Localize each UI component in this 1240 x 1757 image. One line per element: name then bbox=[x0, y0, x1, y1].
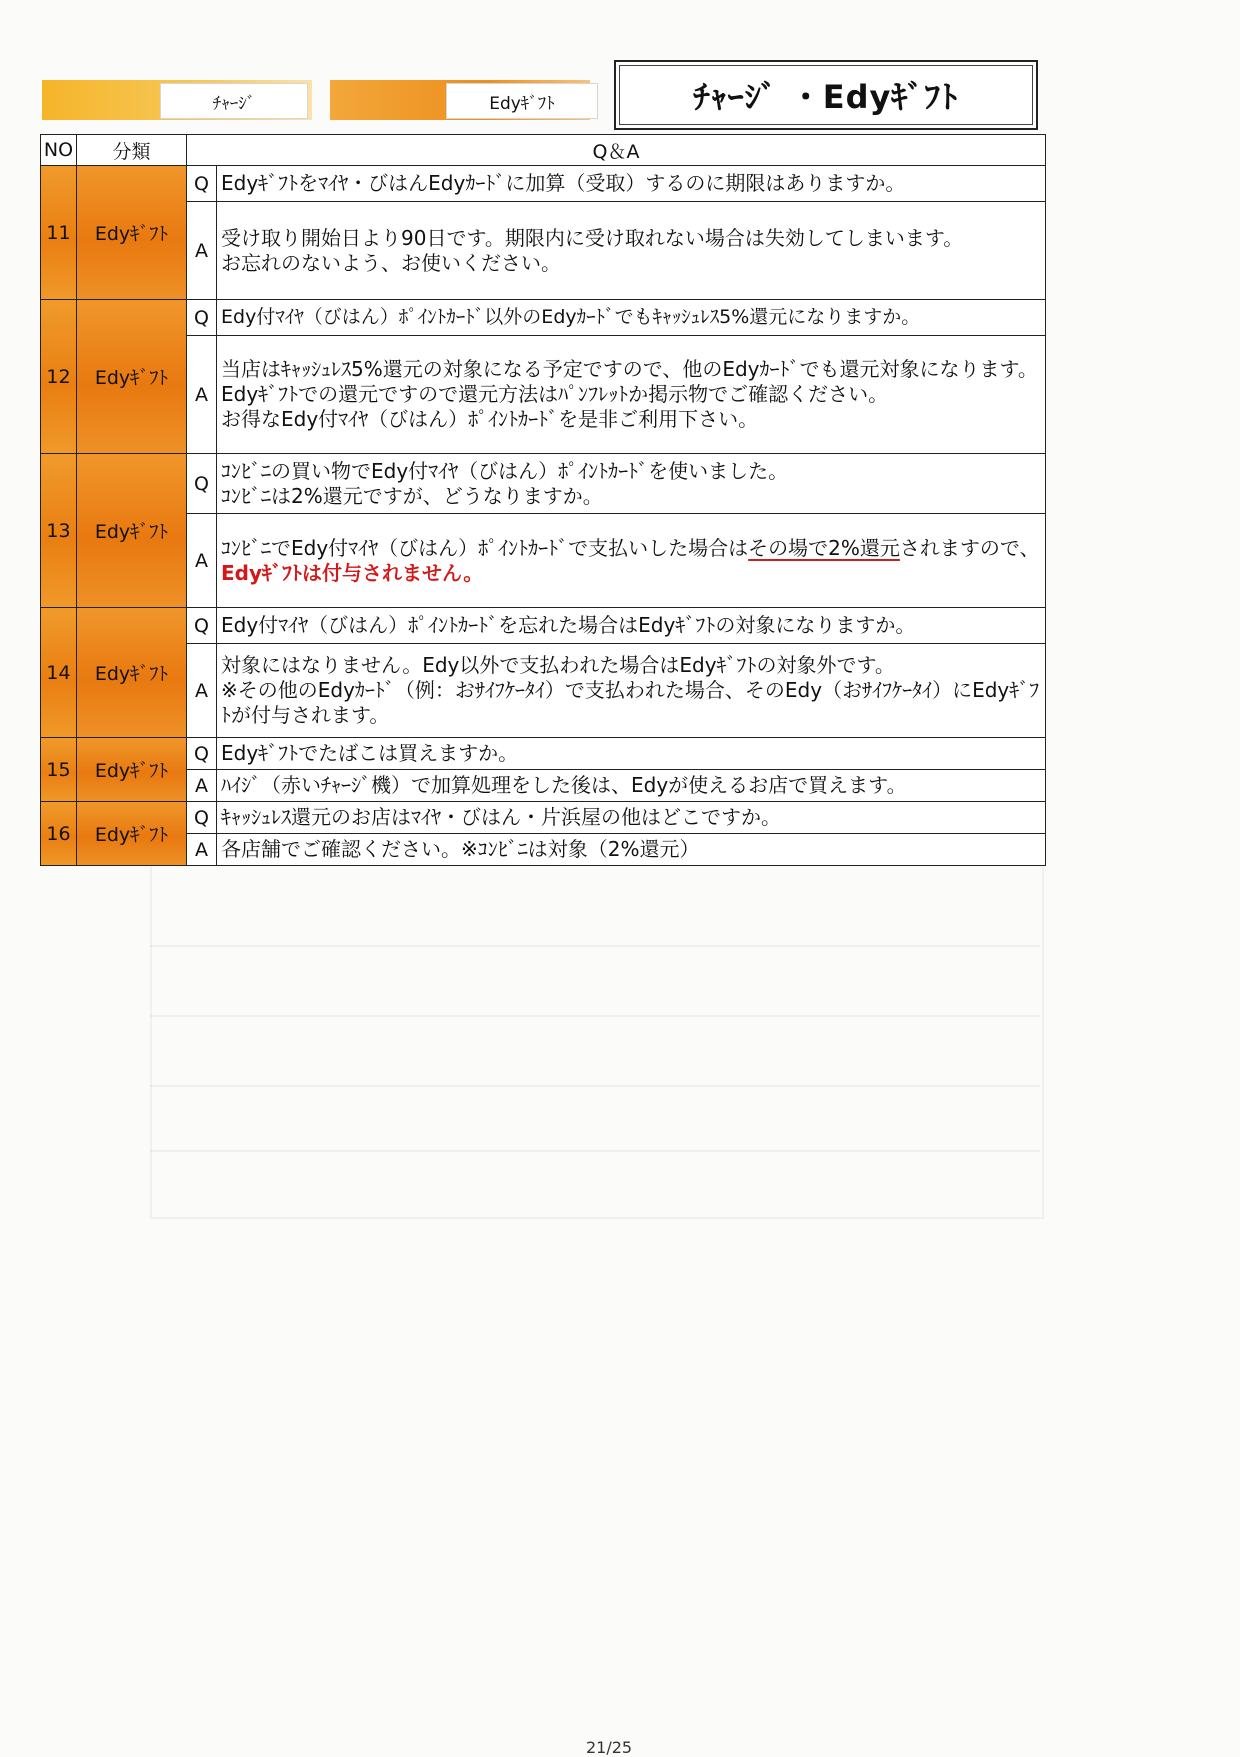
q-mark: Q bbox=[187, 300, 217, 336]
header-no: NO bbox=[41, 135, 77, 166]
row-number: 13 bbox=[41, 454, 77, 608]
table-row bbox=[41, 336, 1046, 454]
q-mark: Q bbox=[187, 166, 217, 202]
answer-text: 対象にはなりません。Edy以外で支払われた場合はEdyｷﾞﾌﾄの対象外です。 ※その他のEdyｶｰﾄﾞ（例：おｻｲﾌｹｰﾀｲ）で支払われた場合、そのEdy（おｻｲﾌｹｰﾀｲ）にEdyｷﾞﾌﾄが付与されます。 bbox=[217, 644, 1046, 738]
answer-text: 当店はｷｬｯｼｭﾚｽ5%還元の対象になる予定ですので、他のEdyｶｰﾄﾞでも還元対象になります。 Edyｷﾞﾌﾄでの還元ですので還元方法はﾊﾟﾝﾌﾚｯﾄか掲示物でご確認ください。 お得なEdy付ﾏｲﾔ（びはん）ﾎﾟｲﾝﾄｶｰﾄﾞを是非ご利用下さい。 bbox=[217, 336, 1046, 454]
table-row bbox=[41, 454, 1046, 514]
table-row bbox=[41, 300, 1046, 336]
question-text: ｷｬｯｼｭﾚｽ還元のお店はﾏｲﾔ・びはん・片浜屋の他はどこですか。 bbox=[217, 802, 1046, 834]
table-row bbox=[41, 514, 1046, 608]
row-category: Edyｷﾞﾌﾄ bbox=[77, 454, 187, 608]
question-text: ｺﾝﾋﾞﾆの買い物でEdy付ﾏｲﾔ（びはん）ﾎﾟｲﾝﾄｶｰﾄﾞを使いました。 ｺﾝﾋﾞﾆは2%還元ですが、どうなりますか。 bbox=[217, 454, 1046, 514]
question-text: Edy付ﾏｲﾔ（びはん）ﾎﾟｲﾝﾄｶｰﾄﾞを忘れた場合はEdyｷﾞﾌﾄの対象になりますか。 bbox=[217, 608, 1046, 644]
bleed-through-line bbox=[150, 945, 1040, 947]
a-mark: A bbox=[187, 834, 217, 866]
page-number: 21/25 bbox=[586, 1738, 633, 1757]
table-row bbox=[41, 770, 1046, 802]
row-number: 15 bbox=[41, 738, 77, 802]
a-mark: A bbox=[187, 202, 217, 300]
answer-warning-text: Edyｷﾞﾌﾄは付与されません。 bbox=[221, 560, 484, 585]
tab-charge[interactable]: ﾁｬｰｼﾞ bbox=[160, 83, 308, 119]
bleed-through-line bbox=[150, 1085, 1040, 1087]
q-mark: Q bbox=[187, 802, 217, 834]
header-category: 分類 bbox=[77, 135, 187, 166]
row-number: 14 bbox=[41, 608, 77, 738]
row-category: Edyｷﾞﾌﾄ bbox=[77, 738, 187, 802]
table-row bbox=[41, 834, 1046, 866]
answer-text bbox=[217, 514, 1046, 608]
bleed-through-shape bbox=[150, 845, 1044, 1219]
a-mark: A bbox=[187, 770, 217, 802]
row-number: 16 bbox=[41, 802, 77, 866]
answer-underlined-text: その場で2%還元 bbox=[748, 535, 900, 560]
table-row bbox=[41, 738, 1046, 770]
answer-text-part: ｺﾝﾋﾞﾆでEdy付ﾏｲﾔ（びはん）ﾎﾟｲﾝﾄｶｰﾄﾞで支払いした場合は bbox=[221, 535, 749, 560]
answer-text-part: されますので、 bbox=[899, 535, 1040, 560]
table-header-row bbox=[41, 135, 1046, 166]
row-category: Edyｷﾞﾌﾄ bbox=[77, 608, 187, 738]
table-row bbox=[41, 166, 1046, 202]
row-category: Edyｷﾞﾌﾄ bbox=[77, 300, 187, 454]
qa-table bbox=[40, 134, 1046, 866]
table-row bbox=[41, 202, 1046, 300]
a-mark: A bbox=[187, 514, 217, 608]
page-title: ﾁｬｰｼﾞ ・Edyｷﾞﾌﾄ bbox=[614, 60, 1038, 130]
answer-text: 受け取り開始日より90日です。期限内に受け取れない場合は失効してしまいます。 お忘れのないよう、お使いください。 bbox=[217, 202, 1046, 300]
q-mark: Q bbox=[187, 454, 217, 514]
a-mark: A bbox=[187, 336, 217, 454]
q-mark: Q bbox=[187, 608, 217, 644]
answer-text: 各店舗でご確認ください。※ｺﾝﾋﾞﾆは対象（2%還元） bbox=[217, 834, 1046, 866]
table-row bbox=[41, 644, 1046, 738]
table-row bbox=[41, 802, 1046, 834]
row-category: Edyｷﾞﾌﾄ bbox=[77, 166, 187, 300]
question-text: Edyｷﾞﾌﾄをﾏｲﾔ・びはんEdyｶｰﾄﾞに加算（受取）するのに期限はありますか。 bbox=[217, 166, 1046, 202]
answer-text: ﾊｲｼﾞ（赤いﾁｬｰｼﾞ機）で加算処理をした後は、Edyが使えるお店で買えます。 bbox=[217, 770, 1046, 802]
bleed-through-line bbox=[150, 1015, 1040, 1017]
row-number: 12 bbox=[41, 300, 77, 454]
question-text: Edy付ﾏｲﾔ（びはん）ﾎﾟｲﾝﾄｶｰﾄﾞ以外のEdyｶｰﾄﾞでもｷｬｯｼｭﾚｽ5%還元になりますか。 bbox=[217, 300, 1046, 336]
a-mark: A bbox=[187, 644, 217, 738]
row-category: Edyｷﾞﾌﾄ bbox=[77, 802, 187, 866]
question-text: Edyｷﾞﾌﾄでたばこは買えますか。 bbox=[217, 738, 1046, 770]
table-row bbox=[41, 608, 1046, 644]
tab-edy-gift[interactable]: Edyｷﾞﾌﾄ bbox=[446, 83, 598, 119]
header-qa: Q＆A bbox=[187, 135, 1046, 166]
row-number: 11 bbox=[41, 166, 77, 300]
bleed-through-line bbox=[150, 1150, 1040, 1152]
q-mark: Q bbox=[187, 738, 217, 770]
